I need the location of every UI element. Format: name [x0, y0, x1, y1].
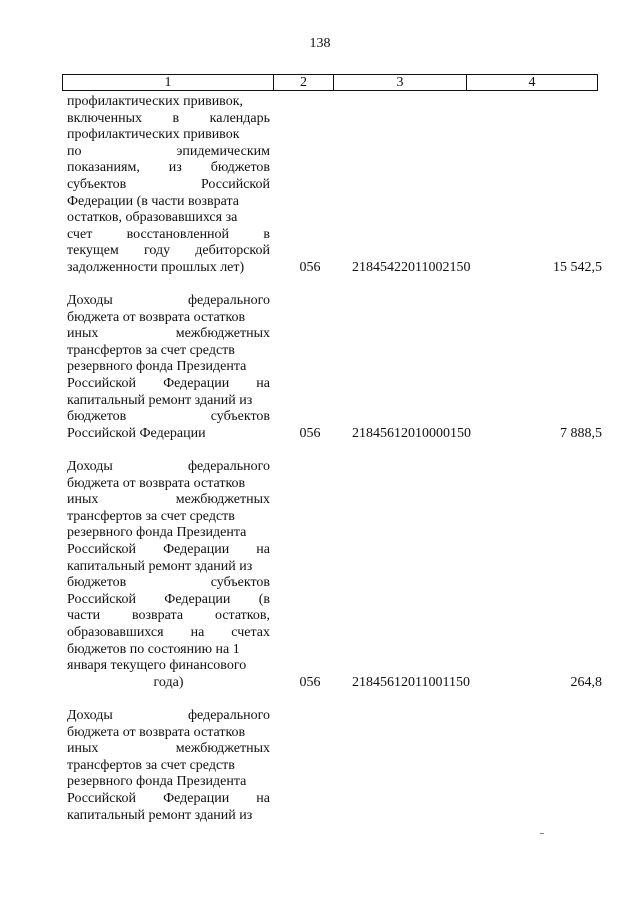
desc-line: субъектов Российской: [67, 176, 270, 192]
header-col-1: 1: [164, 75, 172, 90]
row-col-2: 056: [299, 426, 321, 441]
desc-line: профилактических прививок,: [67, 94, 243, 109]
desc-line: капитальный ремонт зданий из: [67, 807, 253, 823]
desc-line: Доходы федерального: [67, 708, 270, 723]
desc-line: Доходы федерального: [67, 459, 270, 474]
row-col-4: 15 542,5: [553, 260, 602, 275]
desc-line: иных межбюджетных: [67, 492, 270, 508]
desc-line: показаниям, из бюджетов: [67, 160, 270, 176]
row-description: [67, 708, 270, 824]
row-col-2: 056: [299, 675, 321, 690]
desc-line: задолженности прошлых лет): [67, 259, 245, 275]
desc-line: иных межбюджетных: [67, 741, 270, 757]
desc-line: трансфертов за счет средств: [67, 342, 235, 358]
desc-line: по эпидемическим: [67, 143, 270, 159]
row-description: [67, 94, 270, 277]
desc-line: текущем году дебиторской: [67, 243, 270, 259]
desc-line: Российской Федерации на: [67, 541, 270, 557]
desc-line: включенных в календарь: [67, 110, 270, 126]
desc-line: профилактических прививок: [67, 127, 240, 143]
page-number: 138: [309, 36, 331, 51]
row-col-3: 21845612011001150: [352, 675, 470, 690]
desc-line: капитальный ремонт зданий из: [67, 392, 253, 408]
desc-line: капитальный ремонт зданий из: [67, 558, 253, 574]
row-col-3: 21845422011002150: [352, 260, 471, 275]
row-col-2: 056: [299, 260, 321, 275]
desc-line: бюджетов субъектов: [67, 409, 270, 425]
desc-line: бюджета от возврата остатков: [67, 309, 246, 325]
desc-line: Доходы федерального: [67, 293, 270, 308]
desc-line: трансфертов за счет средств: [67, 757, 235, 773]
desc-line: резервного фонда Президента: [67, 774, 247, 790]
row-description: [67, 293, 270, 442]
desc-line: бюджета от возврата остатков: [67, 724, 246, 740]
header-col-4: 4: [466, 75, 597, 90]
header-col-3: 3: [333, 75, 466, 90]
desc-line: образовавшихся на счетах: [67, 624, 270, 640]
desc-line: января текущего финансового: [67, 658, 247, 674]
table-header: [62, 74, 598, 91]
row-col-4: 264,8: [570, 675, 602, 690]
desc-line: части возврата остатков,: [67, 608, 270, 624]
desc-line: Российской Федерации на: [67, 375, 270, 391]
desc-line: резервного фонда Президента: [67, 525, 247, 541]
row-col-3: 21845612010000150: [352, 426, 471, 441]
row-col-4: 7 888,5: [560, 426, 602, 441]
scan-speck: [540, 833, 544, 834]
desc-line: Российской Федерации: [67, 425, 206, 441]
desc-line: иных межбюджетных: [67, 326, 270, 342]
desc-line: Российской Федерации на: [67, 790, 270, 806]
desc-line: резервного фонда Президента: [67, 359, 247, 375]
desc-line: счет восстановленной в: [67, 226, 270, 242]
desc-line: бюджетов по состоянию на 1: [67, 641, 240, 657]
desc-line: бюджетов субъектов: [67, 575, 270, 591]
desc-line: Федерации (в части возврата: [67, 193, 239, 209]
row-description: [67, 459, 270, 691]
desc-line: трансфертов за счет средств: [67, 508, 235, 524]
desc-line: Российской Федерации (в: [67, 591, 270, 607]
desc-line: остатков, образовавшихся за: [67, 210, 238, 226]
desc-line: года): [153, 674, 184, 690]
desc-line: бюджета от возврата остатков: [67, 475, 246, 491]
header-col-2: 2: [273, 75, 333, 90]
